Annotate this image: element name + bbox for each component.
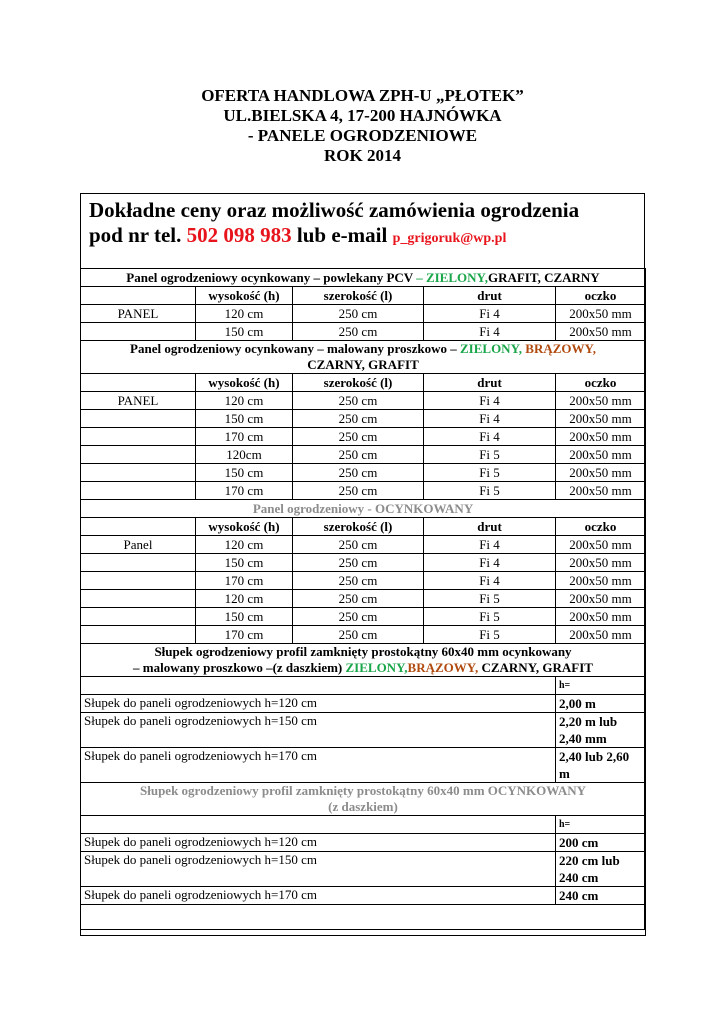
- table-cell: 170 cm: [196, 572, 293, 590]
- post-height: 2,00 m: [556, 695, 646, 713]
- section1-title: [81, 269, 646, 287]
- row-label: [81, 482, 196, 500]
- section2-title-row: [81, 341, 646, 374]
- table-cell: 250 cm: [293, 464, 424, 482]
- title-brown: BRĄZOWY,: [522, 341, 596, 356]
- row-label: Panel: [81, 536, 196, 554]
- post-name: Słupek do paneli ogrodzeniowych h=170 cm: [81, 748, 556, 783]
- title-line1: Słupek ogrodzeniowy profil zamknięty prostokątny 60x40 mm ocynkowany: [154, 644, 572, 659]
- section3-row: [81, 536, 646, 554]
- post-name: Słupek do paneli ogrodzeniowych h=150 cm: [81, 713, 556, 748]
- empty-row: [81, 905, 646, 936]
- title-black: CZARNY: [540, 269, 600, 285]
- section3-title: Panel ogrodzeniowy - OCYNKOWANY: [81, 500, 646, 518]
- table-cell: Fi 4: [424, 554, 556, 572]
- section2-row: [81, 392, 646, 410]
- section3-row: [81, 572, 646, 590]
- row-label: PANEL: [81, 392, 196, 410]
- price-table: [80, 268, 646, 936]
- row-label: [81, 572, 196, 590]
- h-empty-cell: [81, 677, 556, 695]
- post-height: 2,40 lub 2,60 m: [556, 748, 646, 783]
- table-cell: 150 cm: [196, 464, 293, 482]
- section1-row: [81, 323, 646, 341]
- table-cell: 250 cm: [293, 626, 424, 644]
- header-year: ROK 2014: [324, 146, 401, 165]
- table-cell: 250 cm: [293, 428, 424, 446]
- table-cell: 170 cm: [196, 482, 293, 500]
- section5-post-row: [81, 834, 646, 852]
- title-line1: Słupek ogrodzeniowy profil zamknięty prostokątny 60x40 mm OCYNKOWANY: [140, 783, 586, 798]
- h-empty-cell: [81, 816, 556, 834]
- table-cell: 170 cm: [196, 428, 293, 446]
- table-cell: Fi 5: [424, 590, 556, 608]
- table-cell: 120 cm: [196, 536, 293, 554]
- table-cell: Fi 5: [424, 608, 556, 626]
- table-cell: 200x50 mm: [556, 536, 646, 554]
- table-cell: 250 cm: [293, 446, 424, 464]
- section5-h-row: [81, 816, 646, 834]
- header-address: UL.BIELSKA 4, 17-200 HAJNÓWKA: [223, 106, 502, 125]
- table-cell: 150 cm: [196, 323, 293, 341]
- title-green: – ZIELONY,: [416, 269, 488, 285]
- offer-box: [80, 193, 645, 930]
- title-line2: (z daszkiem): [328, 799, 398, 814]
- column-header: oczko: [556, 374, 646, 392]
- section3-row: [81, 590, 646, 608]
- table-cell: 120cm: [196, 446, 293, 464]
- table-cell: Fi 4: [424, 323, 556, 341]
- table-cell: 200x50 mm: [556, 626, 646, 644]
- table-cell: 250 cm: [293, 305, 424, 323]
- section5-title: [81, 783, 646, 816]
- column-header-row: [81, 374, 646, 392]
- section3-row: [81, 554, 646, 572]
- table-cell: 120 cm: [196, 392, 293, 410]
- column-header: szerokość (l): [293, 374, 424, 392]
- section2-row: [81, 446, 646, 464]
- table-cell: 200x50 mm: [556, 410, 646, 428]
- section4-h-row: [81, 677, 646, 695]
- header-empty-cell: [81, 287, 196, 305]
- table-cell: 120 cm: [196, 305, 293, 323]
- post-height: 2,20 m lub 2,40 mm: [556, 713, 646, 748]
- table-cell: 250 cm: [293, 536, 424, 554]
- section4-post-row: [81, 748, 646, 783]
- row-label: [81, 410, 196, 428]
- column-header: wysokość (h): [196, 287, 293, 305]
- section5-post-row: [81, 852, 646, 887]
- empty-cell: [81, 905, 646, 936]
- section2-row: [81, 410, 646, 428]
- column-header-row: [81, 518, 646, 536]
- section1-title-row: [81, 269, 646, 287]
- table-cell: 170 cm: [196, 626, 293, 644]
- intro-line2: [89, 223, 579, 251]
- column-header: szerokość (l): [293, 287, 424, 305]
- section2-title: [81, 341, 646, 374]
- table-cell: Fi 4: [424, 536, 556, 554]
- table-cell: 250 cm: [293, 608, 424, 626]
- header-subtitle: - PANELE OGRODZENIOWE: [247, 126, 478, 145]
- header-empty-cell: [81, 374, 196, 392]
- table-cell: 150 cm: [196, 554, 293, 572]
- section2-row: [81, 482, 646, 500]
- table-cell: 200x50 mm: [556, 323, 646, 341]
- table-cell: Fi 4: [424, 305, 556, 323]
- column-header: wysokość (h): [196, 518, 293, 536]
- post-height: 220 cm lub 240 cm: [556, 852, 646, 887]
- table-cell: Fi 4: [424, 572, 556, 590]
- row-label: [81, 554, 196, 572]
- post-name: Słupek do paneli ogrodzeniowych h=120 cm: [81, 695, 556, 713]
- header-title: OFERTA HANDLOWA ZPH-U „PŁOTEK”: [201, 86, 524, 105]
- title-black: CZARNY, GRAFIT: [478, 660, 593, 675]
- table-cell: 200x50 mm: [556, 392, 646, 410]
- section5-post-row: [81, 887, 646, 905]
- table-cell: Fi 5: [424, 464, 556, 482]
- post-height: 240 cm: [556, 887, 646, 905]
- section3-row: [81, 626, 646, 644]
- table-cell: Fi 5: [424, 446, 556, 464]
- table-cell: Fi 5: [424, 626, 556, 644]
- table-cell: 200x50 mm: [556, 608, 646, 626]
- section4-post-row: [81, 713, 646, 748]
- section2-row: [81, 428, 646, 446]
- column-header: oczko: [556, 518, 646, 536]
- intro-line1: Dokładne ceny oraz możliwość zamówienia ogrodzenia: [89, 198, 580, 222]
- intro-middle: lub e-mail: [291, 223, 393, 247]
- row-label: [81, 464, 196, 482]
- title-brown: BRĄZOWY,: [407, 660, 479, 675]
- row-label: [81, 323, 196, 341]
- table-cell: 200x50 mm: [556, 428, 646, 446]
- document-header: [0, 86, 725, 166]
- phone-number: 502 098 983: [186, 223, 292, 247]
- section3-title-row: [81, 500, 646, 518]
- column-header: wysokość (h): [196, 374, 293, 392]
- table-cell: Fi 4: [424, 428, 556, 446]
- table-cell: 200x50 mm: [556, 590, 646, 608]
- section4-title-row: [81, 644, 646, 677]
- post-name: Słupek do paneli ogrodzeniowych h=120 cm: [81, 834, 556, 852]
- section1-row: [81, 305, 646, 323]
- section3-row: [81, 608, 646, 626]
- table-cell: 200x50 mm: [556, 305, 646, 323]
- column-header: drut: [424, 287, 556, 305]
- header-empty-cell: [81, 518, 196, 536]
- post-name: Słupek do paneli ogrodzeniowych h=170 cm: [81, 887, 556, 905]
- title-text: Panel ogrodzeniowy ocynkowany – powlekany PCV: [126, 269, 417, 285]
- row-label: PANEL: [81, 305, 196, 323]
- table-cell: 250 cm: [293, 323, 424, 341]
- table-cell: Fi 4: [424, 410, 556, 428]
- row-label: [81, 428, 196, 446]
- h-label: h=: [556, 816, 646, 834]
- table-cell: 200x50 mm: [556, 446, 646, 464]
- post-name: Słupek do paneli ogrodzeniowych h=150 cm: [81, 852, 556, 887]
- title-green: ZIELONY,: [460, 341, 523, 356]
- title-text: Panel ogrodzeniowy ocynkowany – malowany proszkowo –: [130, 341, 460, 356]
- row-label: [81, 608, 196, 626]
- table-cell: 250 cm: [293, 590, 424, 608]
- table-cell: 250 cm: [293, 392, 424, 410]
- intro-prefix: pod nr tel.: [89, 223, 187, 247]
- table-cell: Fi 4: [424, 392, 556, 410]
- title-line2: CZARNY, GRAFIT: [307, 357, 419, 372]
- row-label: [81, 626, 196, 644]
- email-link[interactable]: p_grigoruk@wp.pl: [392, 231, 507, 246]
- table-cell: 250 cm: [293, 554, 424, 572]
- column-header: drut: [424, 374, 556, 392]
- table-cell: 200x50 mm: [556, 464, 646, 482]
- table-cell: 250 cm: [293, 482, 424, 500]
- post-height: 200 cm: [556, 834, 646, 852]
- column-header-row: [81, 287, 646, 305]
- h-label: h=: [556, 677, 646, 695]
- table-cell: 150 cm: [196, 608, 293, 626]
- table-cell: 150 cm: [196, 410, 293, 428]
- table-cell: 200x50 mm: [556, 554, 646, 572]
- row-label: [81, 590, 196, 608]
- section4-post-row: [81, 695, 646, 713]
- table-cell: 250 cm: [293, 410, 424, 428]
- section2-row: [81, 464, 646, 482]
- section5-title-row: [81, 783, 646, 816]
- row-label: [81, 446, 196, 464]
- title-gray: GRAFIT,: [487, 269, 541, 285]
- section4-title: [81, 644, 646, 677]
- table-cell: 250 cm: [293, 572, 424, 590]
- table-cell: 200x50 mm: [556, 572, 646, 590]
- contact-intro: [89, 198, 579, 251]
- table-cell: 120 cm: [196, 590, 293, 608]
- title-green: ZIELONY,: [345, 660, 408, 675]
- table-cell: 200x50 mm: [556, 482, 646, 500]
- title-line2: – malowany proszkowo –(z daszkiem): [133, 660, 346, 675]
- column-header: drut: [424, 518, 556, 536]
- column-header: szerokość (l): [293, 518, 424, 536]
- column-header: oczko: [556, 287, 646, 305]
- table-cell: Fi 5: [424, 482, 556, 500]
